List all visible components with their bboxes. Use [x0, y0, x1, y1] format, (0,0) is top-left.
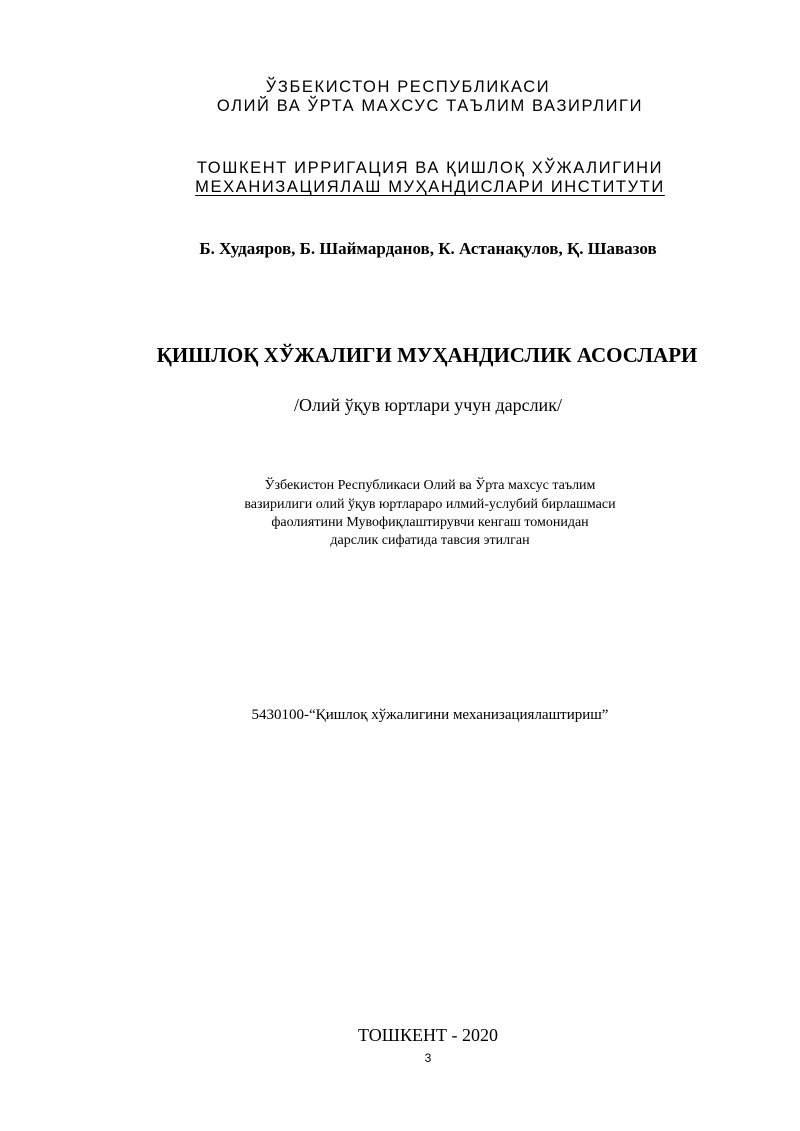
institute-line-1: ТОШКЕНТ ИРРИГАЦИЯ ВА ҚИШЛОҚ ХЎЖАЛИГИНИ — [196, 159, 664, 177]
recommendation-line-3: фаолиятини Мувофиқлаштирувчи кенгаш томонидан — [271, 515, 589, 530]
recommendation-line-1: Ўзбекистон Республикаси Олий ва Ўрта махсус таълим — [264, 478, 596, 493]
ministry-line-1: ЎЗБЕКИСТОН РЕСПУБЛИКАСИ — [265, 78, 551, 96]
city-year: ТОШКЕНТ - 2020 — [358, 1025, 498, 1045]
institute-line-2 — [30, 179, 800, 196]
page-number: 3 — [424, 1051, 432, 1065]
recommendation-line-2: вазирилиги олий ўқув юртлараро илмий-услубий бирлашмаси — [244, 497, 616, 512]
authors: Б. Худаяров, Б. Шаймарданов, К. Астанақулов, Қ. Шавазов — [199, 239, 657, 258]
book-subtitle: /Олий ўқув юртлари учун дарслик/ — [294, 395, 562, 415]
recommendation-line-4: дарслик сифатида тавсия этилган — [330, 533, 530, 548]
book-title: ҚИШЛОҚ ХЎЖАЛИГИ МУҲАНДИСЛИК АСОСЛАРИ — [156, 343, 698, 367]
specialty-code: 5430100-“Қишлоқ хўжалигини механизациялаштириш” — [251, 707, 609, 723]
ministry-line-2: ОЛИЙ ВА ЎРТА МАХСУС ТАЪЛИМ ВАЗИРЛИГИ — [216, 97, 644, 115]
institute-line-2-text: МЕХАНИЗАЦИЯЛАШ МУҲАНДИСЛАРИ ИНСТИТУТИ — [195, 178, 665, 196]
